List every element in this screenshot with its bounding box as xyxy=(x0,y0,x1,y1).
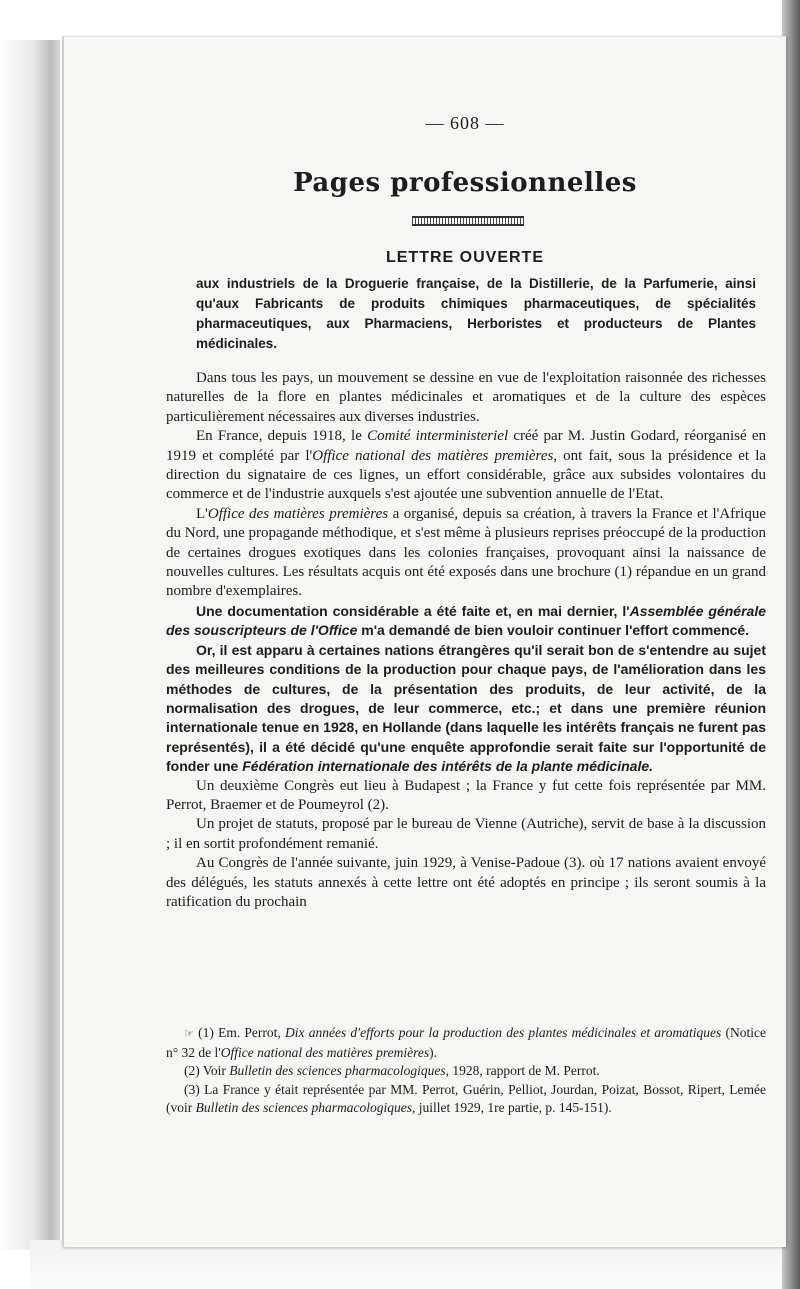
footnote-2 xyxy=(166,1062,766,1081)
text-run: m'a demandé de bien vouloir continuer l'effort commencé. xyxy=(357,622,750,639)
text-run: , juillet 1929, 1re partie, p. 145-151). xyxy=(411,1100,612,1115)
paragraph-1: Dans tous les pays, un mouvement se dessine en vue de l'exploitation raisonnée des richesses naturelles de la flore en plantes médicinales et aromatiques et de la culture des espèces particulièrement nécessaires aux diverses industries. xyxy=(166,370,766,425)
footnotes xyxy=(166,1024,766,1118)
letter-address: aux industriels de la Droguerie française, de la Distillerie, de la Parfumerie, ainsi qu'aux Fabricants de produits chimiques pharmaceutiques, de spécialités pharmaceutiques, aux Pharmaciens, Herboristes et producteurs de Plantes médicinales. xyxy=(196,276,756,351)
text-run: ). xyxy=(429,1044,438,1060)
paragraph-5 xyxy=(166,641,766,777)
italic-run: Office national des matières premières xyxy=(312,447,554,464)
italic-run: Bulletin des sciences pharmacologiques xyxy=(229,1063,446,1078)
text-run: a organisé, depuis sa création, à travers la France et l'Afrique du Nord, une propagande méthodique, et s'est même à plusieurs reprises préoccupé de la production de certaines drogues exotiques dans les colonies françaises, provoquant ainsi la naissance de nouvelles cultures. Les résultats acquis ont été exposés dans une brochure (1) répandue en un grand nombre d'exemplaires. xyxy=(166,505,767,600)
paragraph-8: Au Congrès de l'année suivante, juin 1929, à Venise-Padoue (3). où 17 nations avaient envoyé des délégués, les statuts annexés à cette lettre ont été adoptés en principe ; ils seront soumis à la ratification du prochain xyxy=(166,855,766,910)
text-run: (1) Em. Perrot, xyxy=(198,1025,286,1040)
paragraph-3 xyxy=(166,505,766,602)
text-run: créé par M. Justin Godard, réorganisé en 1919 et complété par l' xyxy=(166,428,766,464)
italic-run: Assemblée générale des souscripteurs de l'Office xyxy=(166,602,766,639)
paragraph-6: Un deuxième Congrès eut lieu à Budapest ; la France y fut cette fois représentée par MM. Perrot, Braemer et de Poumeyrol (2). xyxy=(166,777,766,813)
book-binding-left xyxy=(0,40,60,1250)
italic-run: Office national des matières premières xyxy=(220,1044,430,1060)
text-run: Or, il est apparu à certaines nations étrangères qu'il serait bon de s'entendre au sujet des meilleures conditions de la production pour chaque pays, de l'amélioration dans les méthodes de cultures, de la présentation des produits, de leur activité, de la normalisation des drogues, de leur commerce, etc.; et dans une première réunion internationale tenue en 1928, en Hollande (dans laquelle les intérêts français ne furent pas représentés), il a été décidé qu'une enquête approfondie serait faite sur l'opportunité de fonder une xyxy=(166,641,766,775)
page-title: Pages professionnelles xyxy=(293,168,637,198)
pointing-hand-icon: ☞ xyxy=(184,1027,194,1040)
text-run: Une documentation considérable a été faite et, en mai dernier, l' xyxy=(196,602,630,619)
italic-run: Comité interministeriel xyxy=(367,428,509,445)
italic-run: Fédération internationale des intérêts de la plante médicinale. xyxy=(242,758,654,775)
italic-run: Dix années d'efforts pour la production des plantes médicinales et aromatiques xyxy=(285,1025,722,1040)
footnote-1 xyxy=(166,1024,766,1062)
text-run: (3) La France y était représentée par MM. Perrot, Guérin, Pelliot, Jourdan, Poizat, Bossot, Ripert, Lemée (voir xyxy=(166,1081,766,1115)
letter-heading: LETTRE OUVERTE xyxy=(385,249,544,266)
paragraph-2 xyxy=(166,427,766,505)
letter-body xyxy=(166,369,766,912)
text-run: (2) Voir xyxy=(184,1063,230,1078)
text-run: L' xyxy=(196,505,208,522)
text-run: , ont fait, sous la présidence et la direction du signataire de ces lignes, un effort considérable, grâce aux subsides volontaires du commerce et de l'industrie auxquels s'est ajoutée une subvention annuelle de l'Etat. xyxy=(166,447,767,503)
footnote-3 xyxy=(166,1081,766,1118)
text-run: En France, depuis 1918, le xyxy=(196,428,368,445)
text-run: (Notice n° 32 de l' xyxy=(166,1025,767,1060)
text-run: , 1928, rapport de M. Perrot. xyxy=(445,1063,600,1078)
paragraph-7: Un projet de statuts, proposé par le bureau de Vienne (Autriche), servit de base à la discussion ; il en sortit profondément remanié. xyxy=(166,816,766,852)
italic-run: Office des matières premières xyxy=(207,505,389,522)
book-page-edge-bottom xyxy=(30,1240,800,1289)
ornamental-rule xyxy=(412,216,524,226)
page-number: — 608 — xyxy=(425,113,505,133)
paragraph-4 xyxy=(166,602,766,641)
italic-run: Bulletin des sciences pharmacologiques xyxy=(195,1100,412,1115)
